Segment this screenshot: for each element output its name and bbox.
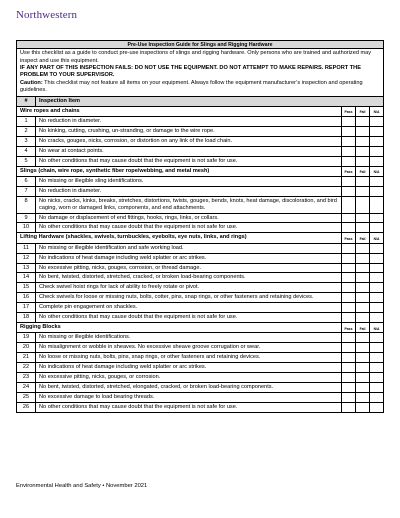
item-number: 17 — [17, 303, 36, 312]
col-fail-header: Fail — [355, 167, 369, 176]
na-checkbox-cell[interactable] — [369, 214, 383, 223]
pass-checkbox-cell[interactable] — [341, 313, 355, 322]
section-title: Wire ropes and chains — [20, 107, 80, 114]
fail-checkbox-cell[interactable] — [355, 383, 369, 392]
item-number: 20 — [17, 343, 36, 352]
pass-checkbox-cell[interactable] — [341, 223, 355, 232]
item-text: No excessive pitting, nicks, gouges, corrosion, or thread damage. — [39, 264, 201, 271]
fail-checkbox-cell[interactable] — [355, 214, 369, 223]
section-title: Lifting Hardware (shackles, swivels, turnbuckles, eyebolts, eye nuts, links, and rings) — [20, 234, 247, 241]
na-checkbox-cell[interactable] — [369, 283, 383, 292]
table-row — [17, 393, 383, 403]
table-row — [17, 273, 383, 283]
col-na-header: N/A — [369, 323, 383, 332]
item-text: No bent, twisted, distorted, stretched, cracked, or broken load-bearing components. — [39, 274, 246, 281]
caution-label: Caution: — [20, 79, 43, 86]
page-footer: Environmental Health and Safety • November 2021 — [16, 483, 148, 489]
pass-checkbox-cell[interactable] — [341, 273, 355, 282]
item-number: 22 — [17, 363, 36, 372]
item-text: No excessive pitting, nicks, gouges, or corrosion. — [39, 374, 161, 381]
item-text: No loose or missing nuts, bolts, pins, snap rings, or other fasteners and retaining devices. — [39, 354, 261, 361]
col-na-header: N/A — [369, 107, 383, 116]
fail-checkbox-cell[interactable] — [355, 273, 369, 282]
item-number: 13 — [17, 264, 36, 273]
item-number: 10 — [17, 223, 36, 232]
item-text: No wear at contact points. — [39, 147, 104, 154]
table-row — [17, 343, 383, 353]
na-checkbox-cell[interactable] — [369, 313, 383, 322]
item-text: No damage or displacement of end fittings, hooks, rings, links, or collars. — [39, 214, 219, 221]
pass-checkbox-cell[interactable] — [341, 293, 355, 302]
na-checkbox-cell[interactable] — [369, 254, 383, 263]
item-number: 19 — [17, 333, 36, 342]
intro-block — [17, 49, 383, 96]
table-row — [17, 147, 383, 157]
item-text: No nicks, cracks, kinks, breaks, stretches, distortions, twists, gouges, bends, knots, heat damage, discoloration, and bird caging, worn or damaged links, components, and end attachments. — [39, 197, 337, 211]
na-checkbox-cell[interactable] — [369, 343, 383, 352]
pass-checkbox-cell[interactable] — [341, 303, 355, 312]
caution-text — [20, 80, 380, 95]
item-number: 8 — [17, 197, 36, 213]
item-text: No bent, twisted, distorted, stretched, elongated, cracked, or broken load-bearing components. — [39, 383, 274, 390]
table-body — [17, 107, 383, 412]
item-number: 15 — [17, 283, 36, 292]
fail-checkbox-cell[interactable] — [355, 313, 369, 322]
fail-checkbox-cell[interactable] — [355, 393, 369, 402]
item-number: 26 — [17, 403, 36, 412]
table-row — [17, 333, 383, 343]
fail-checkbox-cell[interactable] — [355, 343, 369, 352]
pass-checkbox-cell[interactable] — [341, 137, 355, 146]
item-number: 2 — [17, 127, 36, 136]
item-text: No cracks, gouges, nicks, corrosion, or distortion on any link of the load chain. — [39, 137, 233, 144]
pass-checkbox-cell[interactable] — [341, 127, 355, 136]
fail-checkbox-cell[interactable] — [355, 403, 369, 412]
table-row — [17, 117, 383, 127]
fail-checkbox-cell[interactable] — [355, 117, 369, 126]
section-header-row — [17, 233, 383, 243]
col-pass-header: Pass — [341, 167, 355, 176]
item-number: 9 — [17, 214, 36, 223]
fail-checkbox-cell[interactable] — [355, 244, 369, 253]
pass-checkbox-cell[interactable] — [341, 363, 355, 372]
item-text: No other conditions that may cause doubt that the equipment is not safe for use. — [39, 403, 238, 410]
fail-checkbox-cell[interactable] — [355, 283, 369, 292]
table-row — [17, 214, 383, 224]
section-header-row — [17, 107, 383, 117]
na-checkbox-cell[interactable] — [369, 197, 383, 213]
table-row — [17, 244, 383, 254]
item-number: 7 — [17, 187, 36, 196]
item-text: No indications of heat damage including weld splatter or arc strikes. — [39, 364, 207, 371]
item-number: 5 — [17, 157, 36, 166]
na-checkbox-cell[interactable] — [369, 353, 383, 362]
item-number: 18 — [17, 313, 36, 322]
fail-checkbox-cell[interactable] — [355, 333, 369, 342]
na-checkbox-cell[interactable] — [369, 177, 383, 186]
col-na-header: N/A — [369, 233, 383, 242]
pass-checkbox-cell[interactable] — [341, 283, 355, 292]
item-text: No missing or illegible identifications. — [39, 334, 131, 341]
col-fail-header: Fail — [355, 107, 369, 116]
na-checkbox-cell[interactable] — [369, 303, 383, 312]
na-checkbox-cell[interactable] — [369, 383, 383, 392]
pass-checkbox-cell[interactable] — [341, 177, 355, 186]
table-row — [17, 137, 383, 147]
na-checkbox-cell[interactable] — [369, 244, 383, 253]
na-checkbox-cell[interactable] — [369, 293, 383, 302]
na-checkbox-cell[interactable] — [369, 273, 383, 282]
item-text: No reduction in diameter. — [39, 117, 102, 124]
table-row — [17, 197, 383, 214]
item-number: 6 — [17, 177, 36, 186]
table-row — [17, 303, 383, 313]
pass-checkbox-cell[interactable] — [341, 214, 355, 223]
na-checkbox-cell[interactable] — [369, 157, 383, 166]
col-item-header: Inspection Item — [39, 97, 81, 104]
na-checkbox-cell[interactable] — [369, 127, 383, 136]
na-checkbox-cell[interactable] — [369, 333, 383, 342]
section-title: Slings (chain, wire rope, synthetic fiber rope/webbing, and metal mesh) — [20, 167, 210, 174]
pass-checkbox-cell[interactable] — [341, 197, 355, 213]
item-text: No excessive damage to load bearing threads. — [39, 393, 155, 400]
na-checkbox-cell[interactable] — [369, 223, 383, 232]
col-pass-header: Pass — [341, 323, 355, 332]
pass-checkbox-cell[interactable] — [341, 147, 355, 156]
na-checkbox-cell[interactable] — [369, 117, 383, 126]
item-text: Check swivel hoist rings for lack of ability to freely rotate or pivot. — [39, 284, 200, 291]
pass-checkbox-cell[interactable] — [341, 393, 355, 402]
na-checkbox-cell[interactable] — [369, 403, 383, 412]
item-text: No other conditions that may cause doubt that the equipment is not safe for use. — [39, 157, 238, 164]
table-row — [17, 383, 383, 393]
pass-checkbox-cell[interactable] — [341, 187, 355, 196]
table-row — [17, 187, 383, 197]
northwestern-logo: Northwestern — [16, 9, 78, 21]
warning-text: IF ANY PART OF THIS INSPECTION FAILS: DO NOT USE THE EQUIPMENT. DO NOT ATTEMPT TO MAKE REPAIRS. REPORT THE PROBLEM TO YOUR SUPERVISOR. — [20, 64, 361, 79]
na-checkbox-cell[interactable] — [369, 393, 383, 402]
item-text: Complete pin engagement on shackles. — [39, 304, 138, 311]
fail-checkbox-cell[interactable] — [355, 197, 369, 213]
pass-checkbox-cell[interactable] — [341, 244, 355, 253]
col-number-header: # — [17, 97, 36, 106]
section-title: Rigging Blocks — [20, 324, 61, 331]
table-title: Pre-Use Inspection Guide for Slings and Rigging Hardware — [17, 41, 383, 49]
col-na-header: N/A — [369, 167, 383, 176]
table-row — [17, 313, 383, 323]
col-fail-header: Fail — [355, 233, 369, 242]
table-row — [17, 157, 383, 167]
item-text: No missing or illegible identification and safe working load. — [39, 244, 184, 251]
fail-checkbox-cell[interactable] — [355, 177, 369, 186]
item-number: 11 — [17, 244, 36, 253]
item-number: 21 — [17, 353, 36, 362]
pass-checkbox-cell[interactable] — [341, 264, 355, 273]
pass-checkbox-cell[interactable] — [341, 157, 355, 166]
fail-checkbox-cell[interactable] — [355, 353, 369, 362]
table-row — [17, 283, 383, 293]
pass-checkbox-cell[interactable] — [341, 343, 355, 352]
na-checkbox-cell[interactable] — [369, 187, 383, 196]
col-fail-header: Fail — [355, 323, 369, 332]
item-number: 14 — [17, 273, 36, 282]
inspection-table — [16, 40, 384, 413]
fail-checkbox-cell[interactable] — [355, 293, 369, 302]
item-text: No other conditions that may cause doubt that the equipment is not safe for use. — [39, 314, 238, 321]
pass-checkbox-cell[interactable] — [341, 254, 355, 263]
table-row — [17, 373, 383, 383]
caution-body: This checklist may not feature all items on your equipment. Always follow the equipment manufacturer’s inspection and operating guidelines. — [20, 79, 363, 93]
table-row — [17, 223, 383, 233]
pass-checkbox-cell[interactable] — [341, 373, 355, 382]
table-row — [17, 177, 383, 187]
table-row — [17, 127, 383, 137]
fail-checkbox-cell[interactable] — [355, 303, 369, 312]
na-checkbox-cell[interactable] — [369, 363, 383, 372]
table-row — [17, 403, 383, 412]
item-number: 12 — [17, 254, 36, 263]
pass-checkbox-cell[interactable] — [341, 333, 355, 342]
fail-checkbox-cell[interactable] — [355, 264, 369, 273]
pass-checkbox-cell[interactable] — [341, 403, 355, 412]
na-checkbox-cell[interactable] — [369, 264, 383, 273]
item-text: No indications of heat damage including weld splatter or arc strikes. — [39, 254, 207, 261]
item-text: No misalignment or wobble in sheaves. No excessive sheave groove corrugation or wear. — [39, 344, 261, 351]
section-header-row — [17, 167, 383, 177]
fail-checkbox-cell[interactable] — [355, 157, 369, 166]
fail-checkbox-cell[interactable] — [355, 373, 369, 382]
table-row — [17, 254, 383, 264]
item-text: Check swivels for loose or missing nuts, bolts, cotter, pins, snap rings, or other fasteners and retaining devices. — [39, 294, 314, 301]
item-text: No reduction in diameter. — [39, 187, 102, 194]
fail-checkbox-cell[interactable] — [355, 147, 369, 156]
item-number: 3 — [17, 137, 36, 146]
intro-text: Use this checklist as a guide to conduct pre-use inspections of slings and rigging hardware. Only persons who are trained and authorized may inspect and use this equipment. — [20, 50, 372, 64]
fail-checkbox-cell[interactable] — [355, 187, 369, 196]
na-checkbox-cell[interactable] — [369, 137, 383, 146]
item-number: 4 — [17, 147, 36, 156]
col-pass-header: Pass — [341, 233, 355, 242]
na-checkbox-cell[interactable] — [369, 373, 383, 382]
fail-checkbox-cell[interactable] — [355, 363, 369, 372]
section-header-row — [17, 323, 383, 333]
pass-checkbox-cell[interactable] — [341, 383, 355, 392]
pass-checkbox-cell[interactable] — [341, 117, 355, 126]
table-row — [17, 353, 383, 363]
pass-checkbox-cell[interactable] — [341, 353, 355, 362]
table-row — [17, 363, 383, 373]
fail-checkbox-cell[interactable] — [355, 254, 369, 263]
item-number: 1 — [17, 117, 36, 126]
fail-checkbox-cell[interactable] — [355, 127, 369, 136]
item-number: 16 — [17, 293, 36, 302]
header-row — [17, 97, 383, 107]
item-text: No other conditions that may cause doubt that the equipment is not safe for use. — [39, 224, 238, 231]
na-checkbox-cell[interactable] — [369, 147, 383, 156]
item-text: No kinking, cutting, crushing, un-stranding, or damage to the wire rope. — [39, 127, 215, 134]
item-text: No missing or illegible sling identifications. — [39, 177, 144, 184]
item-number: 24 — [17, 383, 36, 392]
item-number: 25 — [17, 393, 36, 402]
table-row — [17, 293, 383, 303]
fail-checkbox-cell[interactable] — [355, 137, 369, 146]
item-number: 23 — [17, 373, 36, 382]
col-pass-header: Pass — [341, 107, 355, 116]
fail-checkbox-cell[interactable] — [355, 223, 369, 232]
table-row — [17, 264, 383, 274]
